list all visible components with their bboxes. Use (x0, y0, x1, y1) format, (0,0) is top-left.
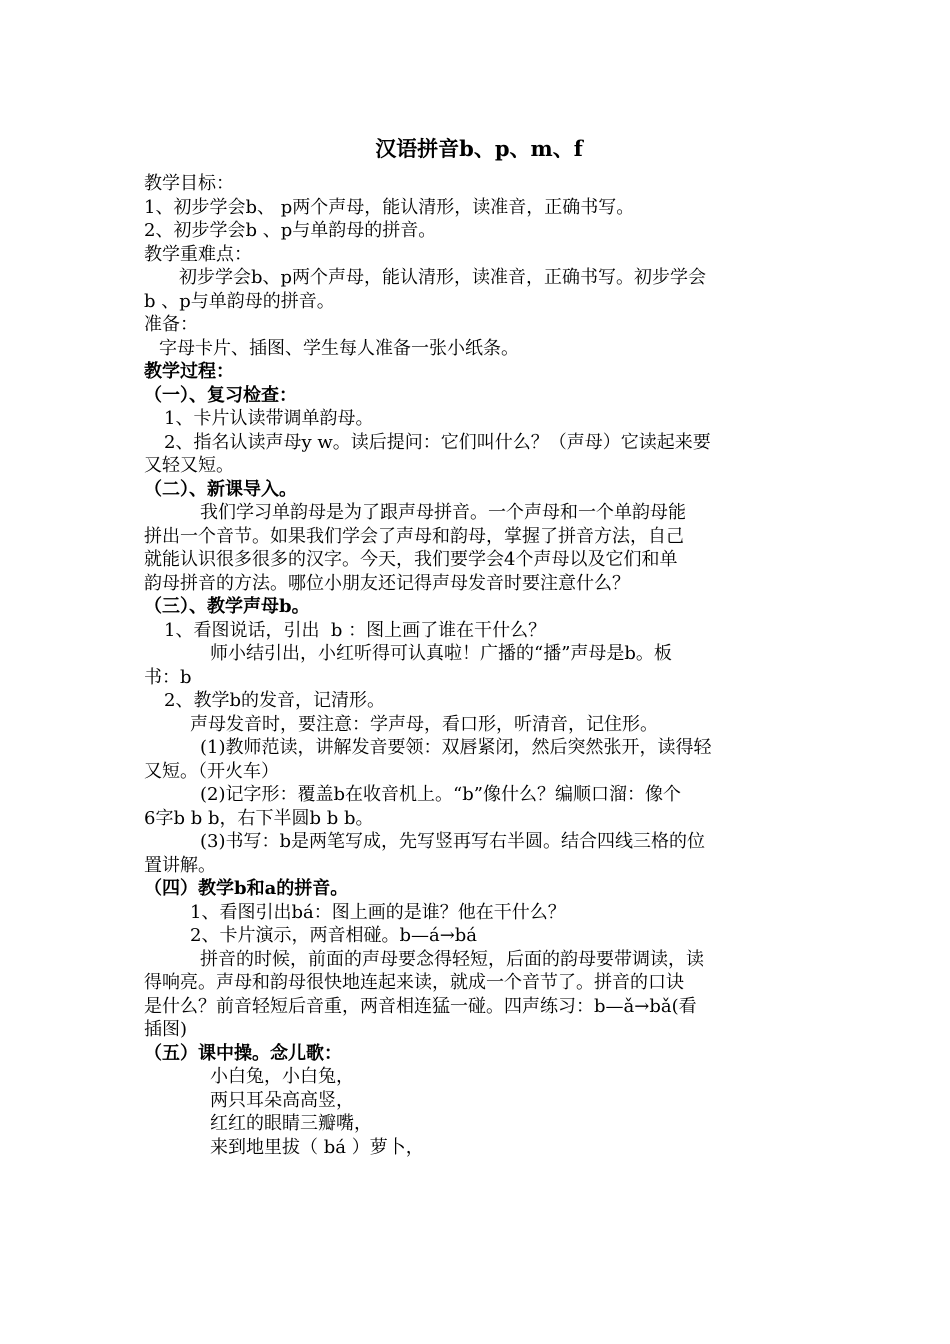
text-line: 声母发音时，要注意：学声母，看口形，听清音，记住形。 (190, 713, 658, 735)
document-page (144, 132, 814, 1159)
text-line: 字母卡片、插图、学生每人准备一张小纸条。 (159, 337, 519, 359)
text-line: 拼出一个音节。如果我们学会了声母和韵母，掌握了拼音方法，自己 (144, 525, 684, 547)
text-line: 教学目标： (144, 173, 234, 194)
document-body (144, 172, 814, 1159)
text-line: 2、初步学会b 、p与单韵母的拼音。 (144, 220, 437, 241)
text-line: 1、看图说话，引出 b ：图上画了谁在干什么？ (164, 619, 547, 641)
text-line: 2、教学b的发音，记清形。 (164, 690, 385, 711)
text-line: 1、看图引出bá：图上画的是谁？他在干什么？ (190, 901, 566, 923)
section-heading: （一）、复习检查： (144, 384, 297, 406)
text-line: (2)记字形：覆盖b在收音机上。“b”像什么？编顺口溜：像个 (200, 784, 681, 805)
text-line: 拼音的时候，前面的声母要念得轻短，后面的韵母要带调读，读 (200, 948, 704, 970)
text-line: 是什么？前音轻短后音重，两音相连猛一碰。四声练习：b—ǎ→bǎ(看 (144, 995, 697, 1017)
text-line: 又轻又短。 (144, 455, 234, 476)
section-heading: （四）教学b和a的拼音。 (144, 878, 349, 899)
text-line: 红红的眼睛三瓣嘴， (210, 1113, 372, 1134)
text-line: 又短。（开火车） (144, 760, 279, 782)
text-line: 插图) (144, 1019, 188, 1040)
text-line: 准备： (144, 314, 198, 335)
text-line: 6字b b b，右下半圆b b b。 (144, 807, 374, 829)
text-line: (3)书写：b是两笔写成，先写竖再写右半圆。结合四线三格的位 (200, 831, 706, 852)
text-line: 两只耳朵高高竖， (210, 1089, 354, 1111)
section-heading: 教学过程： (144, 361, 234, 382)
text-line: (1)教师范读，讲解发音要领：双唇紧闭，然后突然张开，读得轻 (200, 737, 712, 758)
text-line: 教学重难点： (144, 243, 252, 265)
section-heading: （五）课中操。念儿歌： (144, 1042, 342, 1064)
text-line: 师小结引出，小红听得可认真啦！广播的“播”声母是b。板 (210, 643, 672, 664)
section-heading: （三）、教学声母b。 (144, 596, 310, 617)
text-line: b 、p与单韵母的拼音。 (144, 290, 335, 312)
text-line: 来到地里拔（ bá ）萝卜， (210, 1136, 424, 1158)
text-line: 2、卡片演示，两音相碰。b—á→bá (190, 925, 478, 946)
text-line: 置讲解。 (144, 854, 216, 876)
text-line: 韵母拼音的方法。哪位小朋友还记得声母发音时要注意什么？ (144, 572, 630, 594)
section-heading: （二）、新课导入。 (144, 478, 297, 500)
text-line: 小白兔，小白兔， (210, 1066, 354, 1087)
text-line: 2、指名认读声母y w。读后提问：它们叫什么？（声母）它读起来要 (164, 431, 711, 453)
text-line: 就能认识很多很多的汉字。今天，我们要学会4个声母以及它们和单 (144, 549, 678, 570)
text-line: 1、初步学会b、 p两个声母，能认清形，读准音，正确书写。 (144, 196, 635, 218)
text-line: 初步学会b、p两个声母，能认清形，读准音，正确书写。初步学会 (179, 267, 707, 288)
text-line: 我们学习单韵母是为了跟声母拼音。一个声母和一个单韵母能 (200, 502, 686, 523)
text-line: 书：b (144, 666, 192, 688)
text-line: 1、卡片认读带调单韵母。 (164, 408, 374, 429)
document-title: 汉语拼音b、p、m、f (375, 136, 583, 161)
text-line: 得响亮。声母和韵母很快地连起来读，就成一个音节了。拼音的口诀 (144, 972, 684, 993)
